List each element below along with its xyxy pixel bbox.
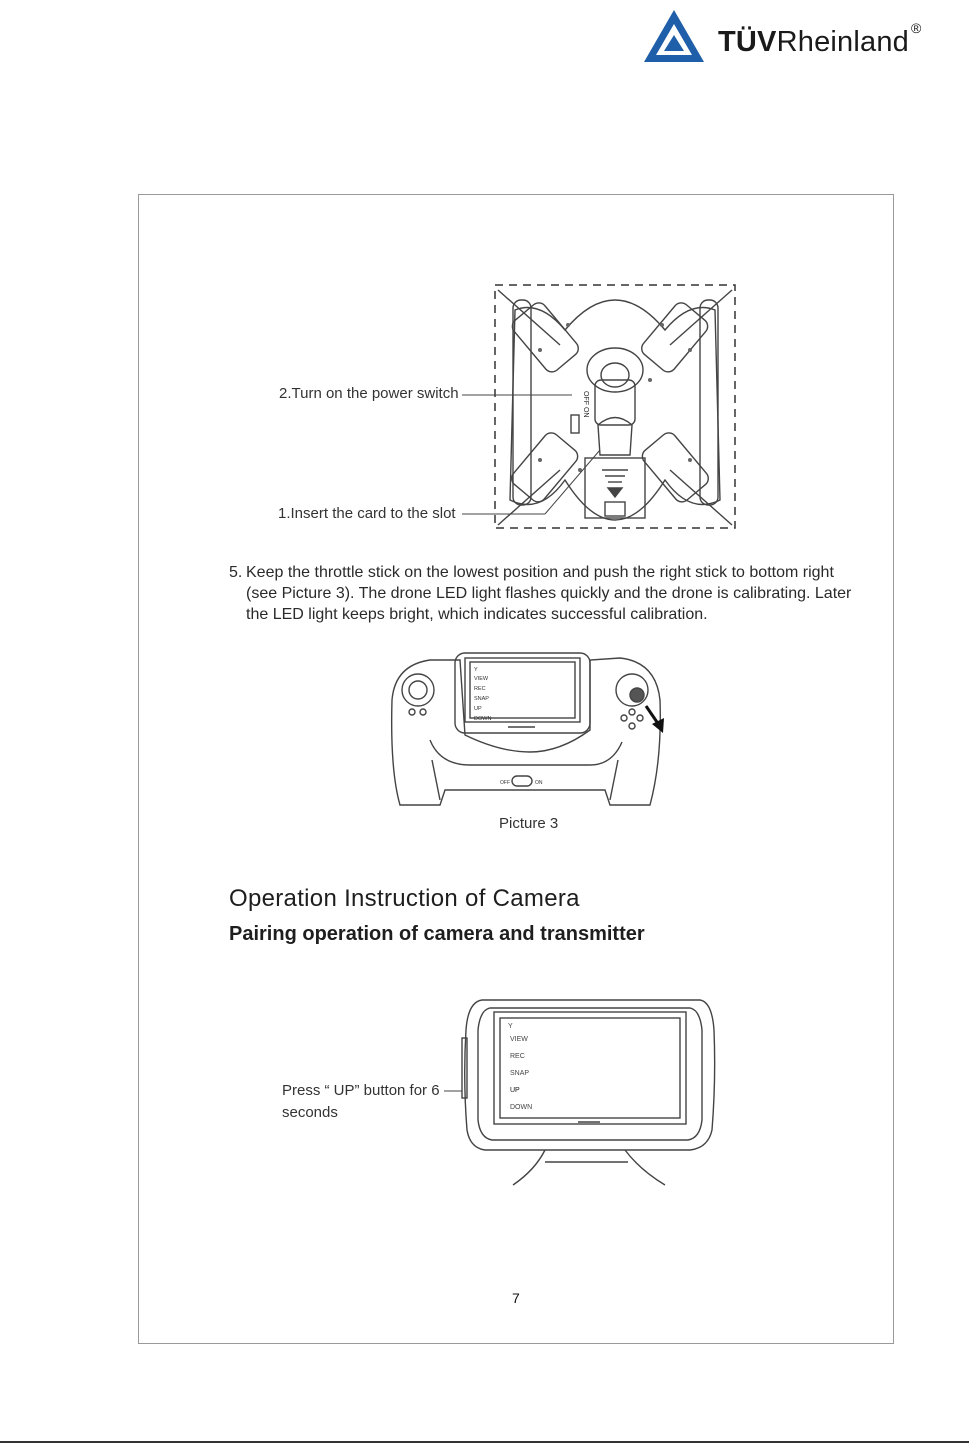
- logo-wordmark: TÜVRheinland ®: [718, 20, 922, 58]
- menu-up: UP: [474, 706, 482, 712]
- transmitter-diagram: [385, 648, 675, 813]
- closeup-screen-menu: [508, 1023, 532, 1111]
- callout-power-switch: 2.Turn on the power switch: [279, 385, 459, 402]
- step-text: Keep the throttle stick on the lowest position and push the right stick to bottom right (see Picture 3). The drone LED light flashes quickly and the drone is calibrating. Later the LED light keeps bright, which indicates successful calibration.: [246, 564, 852, 623]
- tuv-rheinland-logo: [642, 8, 962, 64]
- closeup-menu-rec: REC: [510, 1053, 525, 1060]
- step-number: 5.: [229, 564, 243, 581]
- menu-down: DOWN: [474, 716, 492, 722]
- svg-text:Y: Y: [508, 1023, 513, 1030]
- section-subtitle: Pairing operation of camera and transmitter: [229, 923, 645, 945]
- switch-off-label: OFF: [500, 780, 510, 786]
- closeup-menu-snap: SNAP: [510, 1070, 530, 1077]
- section-title: Operation Instruction of Camera: [229, 885, 580, 912]
- svg-text:Y: Y: [474, 667, 478, 673]
- switch-on-label: ON: [535, 780, 543, 786]
- closeup-menu-view: VIEW: [510, 1036, 528, 1043]
- screen-closeup-diagram: [440, 995, 720, 1190]
- closeup-menu-down: DOWN: [510, 1104, 533, 1111]
- closeup-menu-up: UP: [510, 1087, 520, 1094]
- menu-snap: SNAP: [474, 696, 489, 702]
- step-5-instruction: [229, 562, 869, 625]
- triangle-logo-icon: [642, 8, 706, 64]
- drone-diagram: [460, 280, 750, 535]
- callout-insert-card: 1.Insert the card to the slot: [278, 505, 456, 522]
- menu-rec: REC: [474, 686, 486, 692]
- picture-3-caption: Picture 3: [499, 815, 559, 832]
- menu-view: VIEW: [474, 676, 489, 682]
- screen-menu: [474, 667, 491, 722]
- page-number: 7: [512, 1290, 520, 1306]
- bottom-rule: [0, 1441, 969, 1443]
- power-switch-label: OFF ON: [582, 391, 589, 418]
- press-up-callout: Press “ UP” button for 6 seconds: [282, 1082, 440, 1121]
